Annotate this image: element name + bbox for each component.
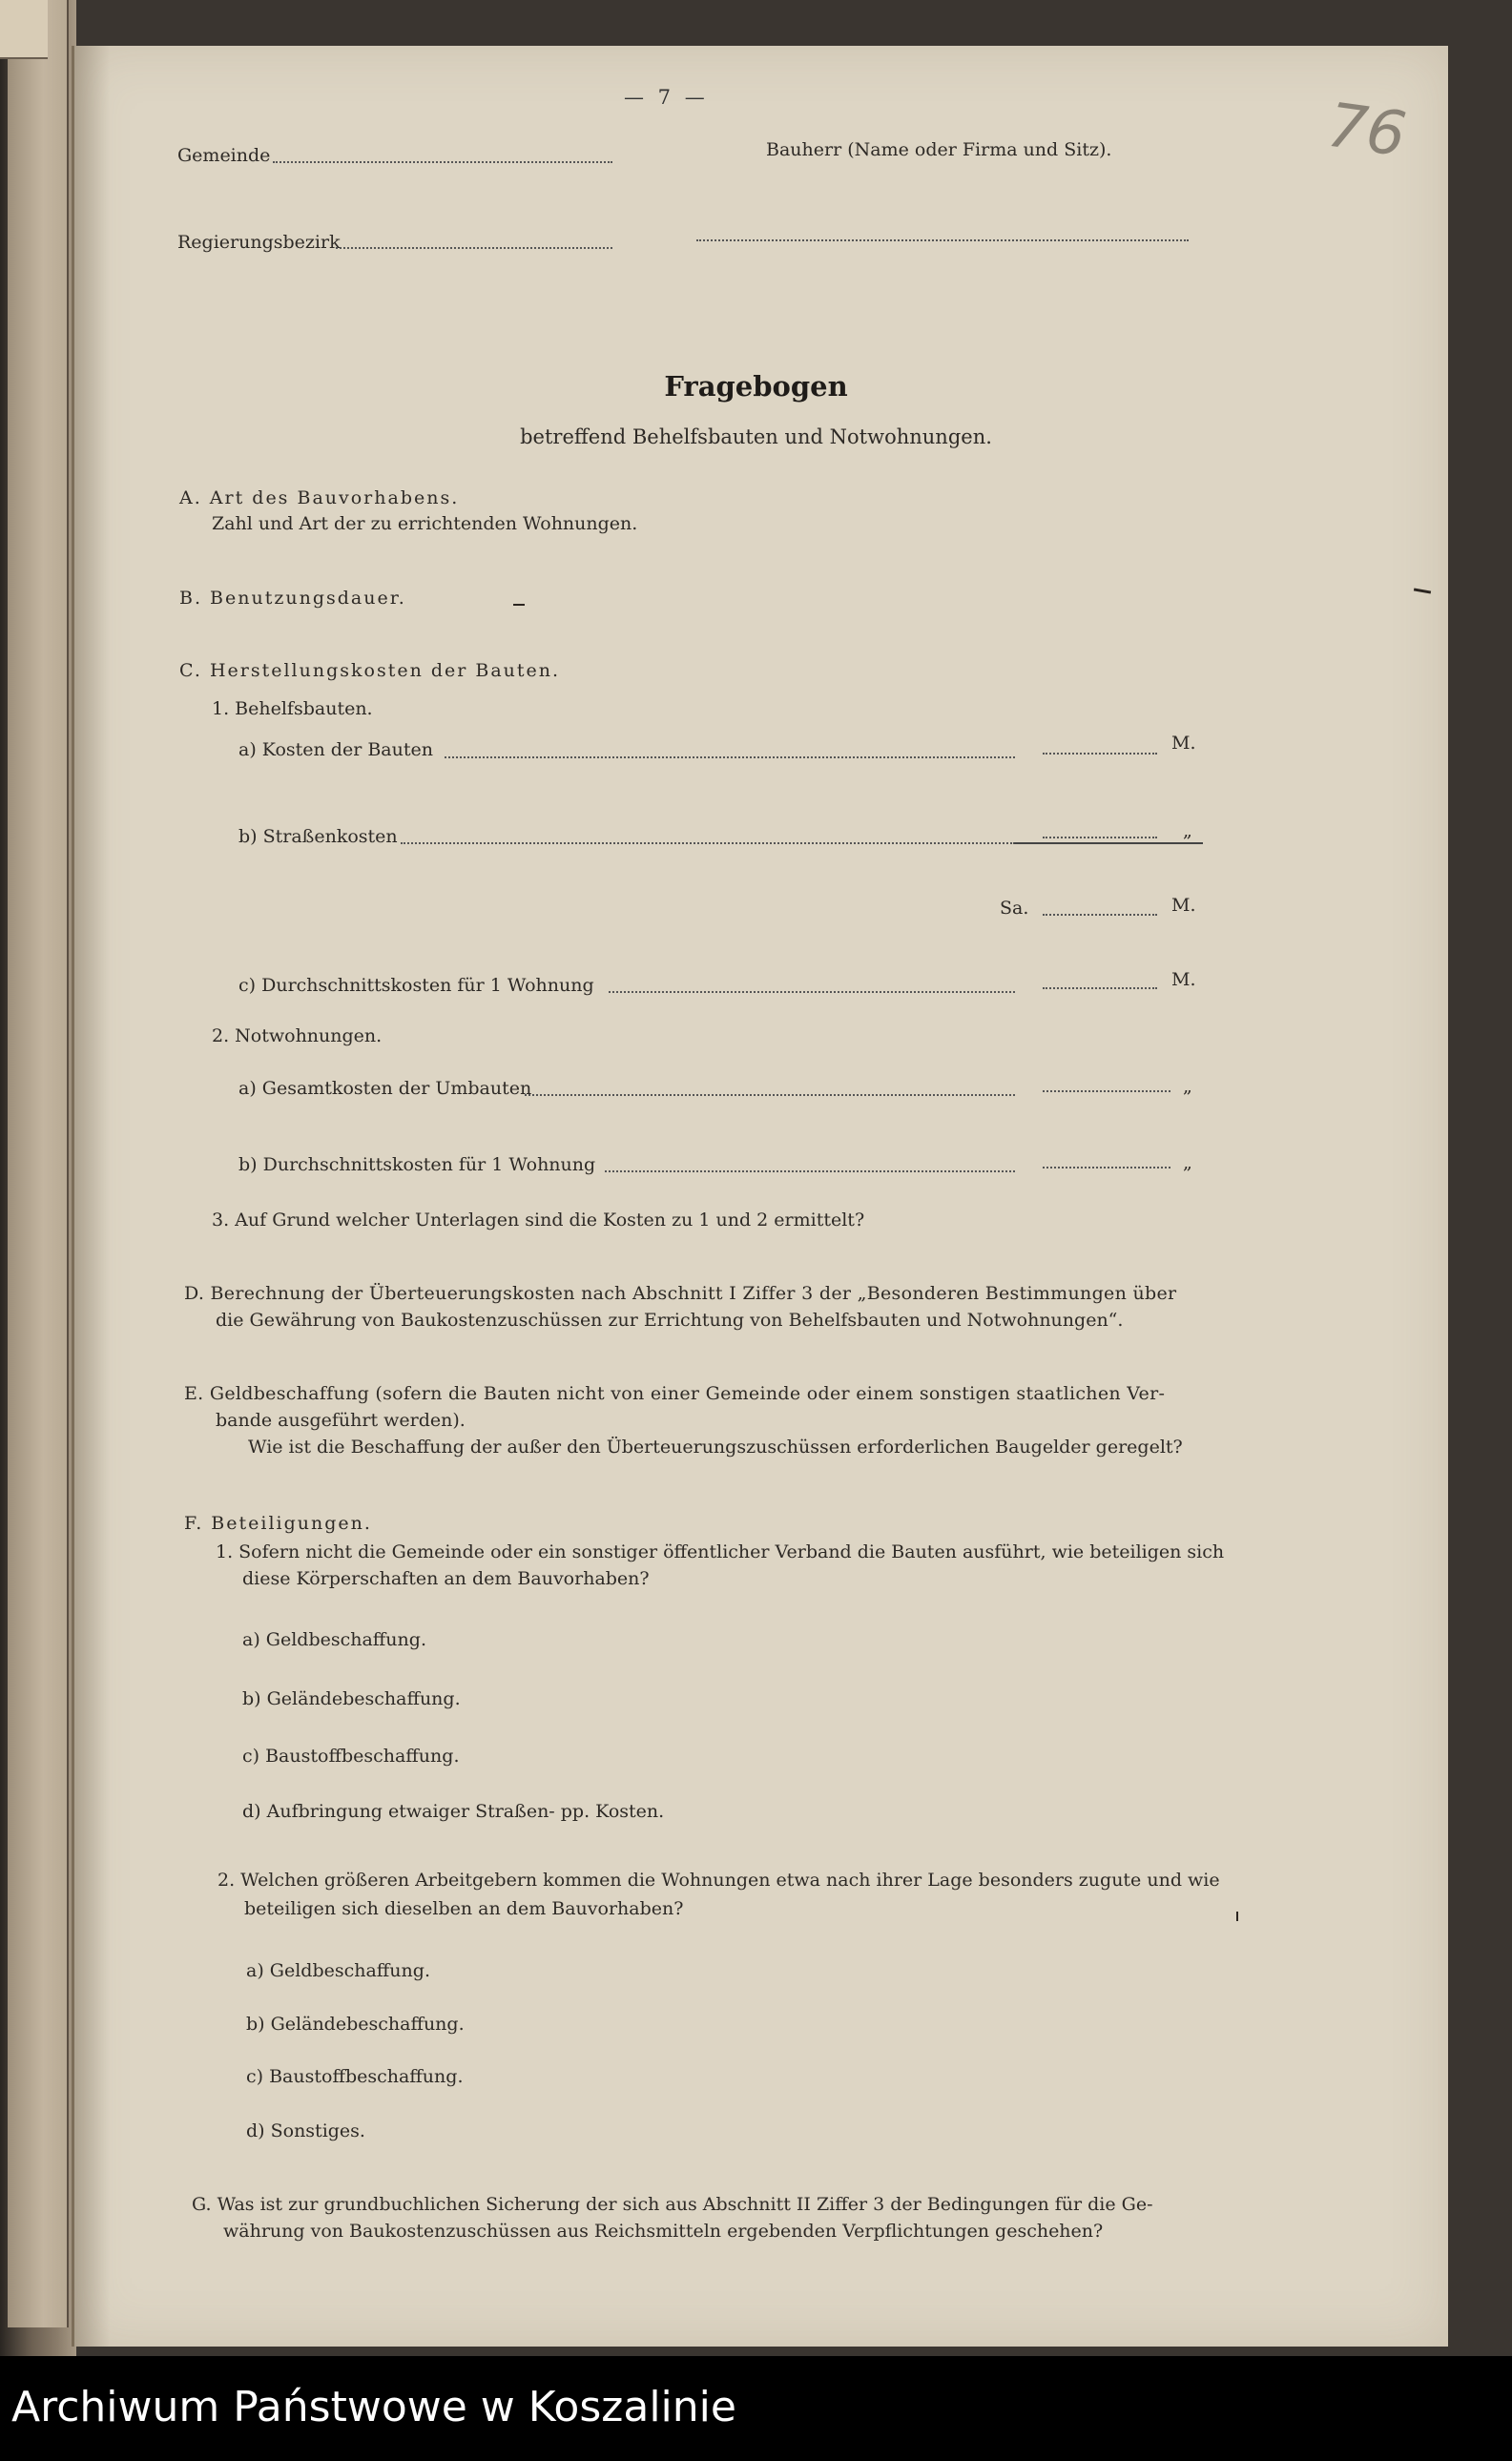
section-e-line2: bande ausgeführt werden). xyxy=(216,1410,466,1431)
section-c-item3: 3. Auf Grund welcher Unterlagen sind die Kosten zu 1 und 2 ermittelt? xyxy=(212,1210,865,1230)
form-title: Fragebogen xyxy=(664,370,848,403)
section-c-heading: C. Herstellungskosten der Bauten. xyxy=(179,660,561,681)
archive-name: Archiwum Państwowe w Koszalinie xyxy=(11,2383,736,2431)
form-subtitle: betreffend Behelfsbauten und Notwohnungen. xyxy=(520,425,992,448)
gemeinde-label: Gemeinde xyxy=(177,145,271,166)
section-d-line1: D. Berechnung der Überteuerungskosten nach Abschnitt I Ziffer 3 der „Besonderen Bestimmungen über xyxy=(184,1283,1177,1304)
regierungsbezirk-label: Regierungsbezirk xyxy=(177,232,341,253)
notwohnung-durchschnittskosten-unit: „ xyxy=(1183,1152,1192,1173)
bauherr-label: Bauherr (Name oder Firma und Sitz). xyxy=(766,139,1112,160)
regierungsbezirk-fill-line xyxy=(336,246,612,249)
strassenkosten-amount-line xyxy=(1043,836,1157,838)
notwohnung-durchschnittskosten-amount-line xyxy=(1043,1166,1170,1168)
section-f-q2-line1: 2. Welchen größeren Arbeitgebern kommen die Wohnungen etwa nach ihrer Lage besonders zugute und wie xyxy=(217,1870,1220,1891)
section-f-q1-a: a) Geldbeschaffung. xyxy=(242,1629,426,1650)
page-number: — 7 — xyxy=(624,86,709,109)
notwohnung-durchschnittskosten-dots xyxy=(605,1169,1015,1172)
ink-speck xyxy=(1236,1912,1238,1921)
section-g-line1: G. Was ist zur grundbuchlichen Sicherung der sich aus Abschnitt II Ziffer 3 der Bedingungen für die Ge- xyxy=(192,2194,1153,2215)
gemeinde-fill-line xyxy=(273,160,612,163)
sum-underline xyxy=(1014,842,1203,844)
handwritten-folio-number: 76 xyxy=(1323,90,1411,172)
summe-amount-line xyxy=(1043,913,1157,916)
section-g-line2: währung von Baukostenzuschüssen aus Reichsmitteln ergebenden Verpflichtungen geschehen? xyxy=(223,2221,1104,2242)
durchschnittskosten-unit: M. xyxy=(1171,969,1196,990)
section-f-q2-b: b) Geländebeschaffung. xyxy=(246,2014,465,2035)
section-d-line2: die Gewährung von Baukostenzuschüssen zur Errichtung von Behelfsbauten und Notwohnungen“. xyxy=(216,1310,1124,1331)
section-f-q1-c: c) Baustoffbeschaffung. xyxy=(242,1746,460,1767)
section-a-question: Zahl und Art der zu errichtenden Wohnungen. xyxy=(212,513,638,534)
summe-label: Sa. xyxy=(1000,898,1029,919)
section-f-heading: F. Beteiligungen. xyxy=(184,1513,372,1534)
strassenkosten-unit: „ xyxy=(1183,820,1192,841)
section-f-q1-line1: 1. Sofern nicht die Gemeinde oder ein sonstiger öffentlicher Verband die Bauten ausführt, wie beteiligen sich xyxy=(216,1541,1225,1562)
section-c-gesamtkosten-umbauten: a) Gesamtkosten der Umbauten xyxy=(238,1078,532,1099)
section-c-item2: 2. Notwohnungen. xyxy=(212,1025,383,1046)
kosten-bauten-amount-line xyxy=(1043,752,1157,755)
section-b-heading: B. Benutzungsdauer. xyxy=(179,588,406,609)
summe-unit: M. xyxy=(1171,895,1196,916)
section-f-q1-line2: diese Körperschaften an dem Bauvorhaben? xyxy=(242,1568,650,1589)
section-e-line3: Wie ist die Beschaffung der außer den Überteuerungszuschüssen erforderlichen Baugelder geregelt? xyxy=(248,1437,1183,1458)
pencil-mark xyxy=(513,604,525,606)
section-f-q2-d: d) Sonstiges. xyxy=(246,2120,365,2141)
section-c-strassenkosten: b) Straßenkosten xyxy=(238,826,398,847)
section-e-line1: E. Geldbeschaffung (sofern die Bauten nicht von einer Gemeinde oder einem sonstigen staatlichen Ver- xyxy=(184,1383,1166,1404)
section-c-kosten-bauten: a) Kosten der Bauten xyxy=(238,739,433,760)
gesamtkosten-umbauten-amount-line xyxy=(1043,1089,1170,1092)
gesamtkosten-umbauten-unit: „ xyxy=(1183,1076,1192,1097)
section-c-item1: 1. Behelfsbauten. xyxy=(212,698,373,719)
kosten-bauten-dots xyxy=(445,755,1015,758)
section-f-q2-a: a) Geldbeschaffung. xyxy=(246,1960,430,1981)
section-c-notwohnung-durchschnittskosten: b) Durchschnittskosten für 1 Wohnung xyxy=(238,1154,596,1175)
section-f-q2-c: c) Baustoffbeschaffung. xyxy=(246,2066,464,2087)
gesamtkosten-umbauten-dots xyxy=(525,1093,1015,1096)
section-a-heading: A. Art des Bauvorhabens. xyxy=(179,487,460,508)
section-f-q1-d: d) Aufbringung etwaiger Straßen- pp. Kosten. xyxy=(242,1801,665,1822)
durchschnittskosten-dots xyxy=(609,990,1015,993)
section-c-durchschnittskosten: c) Durchschnittskosten für 1 Wohnung xyxy=(238,975,594,996)
binding-fold xyxy=(0,0,48,59)
strassenkosten-dots xyxy=(401,841,1015,844)
kosten-bauten-unit: M. xyxy=(1171,733,1196,754)
section-f-q2-line2: beteiligen sich dieselben an dem Bauvorhaben? xyxy=(244,1898,684,1919)
durchschnittskosten-amount-line xyxy=(1043,986,1157,989)
binding-strip xyxy=(8,0,69,2327)
section-f-q1-b: b) Geländebeschaffung. xyxy=(242,1688,461,1709)
bauherr-fill-line xyxy=(696,238,1189,241)
